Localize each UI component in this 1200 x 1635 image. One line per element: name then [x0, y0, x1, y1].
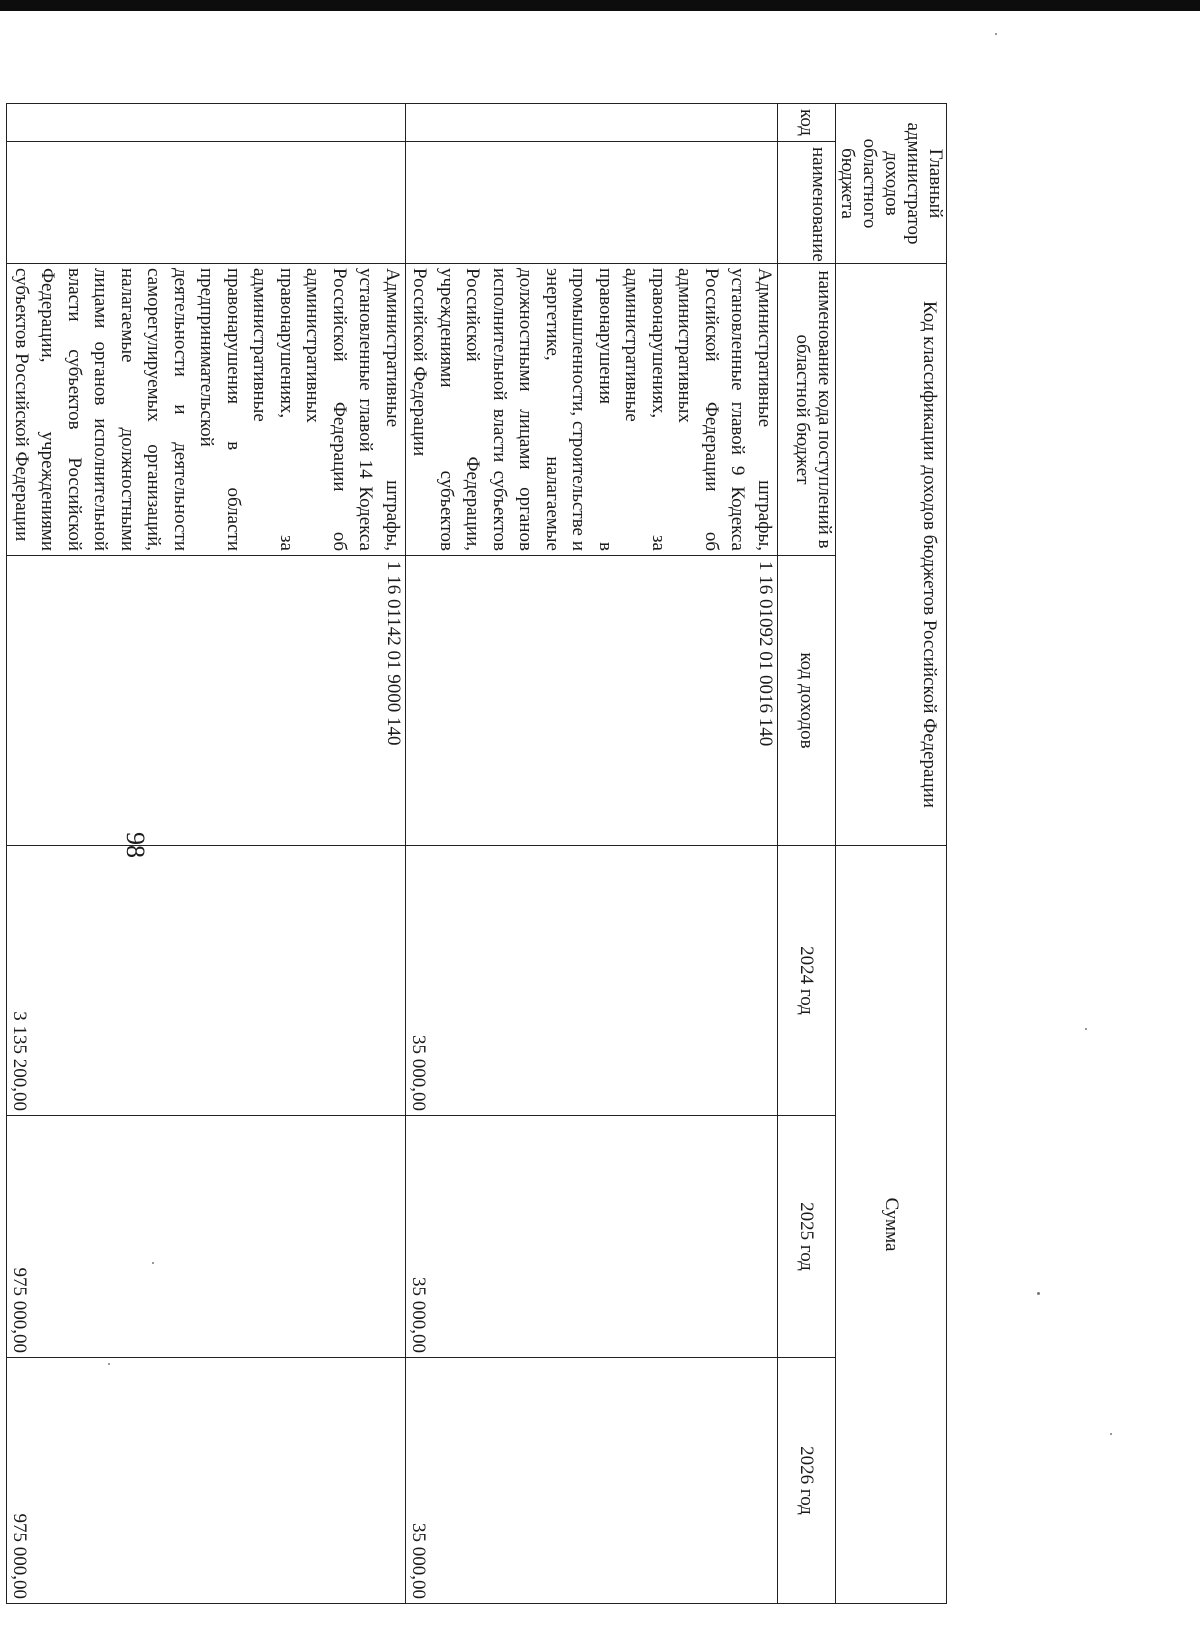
header-admin-group: Главный администратор доходов областного бюджета [836, 104, 947, 264]
row-receipt-name: Административные штрафы, установленные главой 9 Кодекса Российской Федерации об административных правонарушениях, за административные правонарушения в промышленности, строительстве и энергетике, налагаемые должностными лицами органов исполнительной власти субъектов Российской Федерации, учреждениями субъектов Российской Федерации [406, 264, 778, 556]
page-number: 98 [121, 832, 150, 858]
header-sum-group: Сумма [836, 846, 947, 1604]
scan-speck [152, 1262, 154, 1264]
income-classification-table [7, 103, 948, 1604]
scan-speck [1037, 1292, 1040, 1295]
row-admin-code [7, 104, 406, 142]
row-income-code: 1 16 01142 01 9000 140 [7, 556, 406, 846]
header-receipt-name: наименование кода поступлений в областной бюджет [778, 264, 836, 556]
row-amount-2025: 975 000,00 [7, 1116, 406, 1358]
row-amount-2025: 35 000,00 [406, 1116, 778, 1358]
header-admin-name: наименование [778, 142, 836, 264]
table-row [406, 104, 778, 1604]
row-receipt-name: Административные штрафы, установленные главой 14 Кодекса Российской Федерации об административных правонарушениях, за административные правонарушения в области предпринимательской деятельности и деятельности саморегулируемых организаций, налагаемые должностными лицами органов исполнительной власти субъектов Российской Федерации, учреждениями субъектов Российской Федерации [7, 264, 406, 556]
row-amount-2026: 35 000,00 [406, 1358, 778, 1604]
row-income-code: 1 16 01092 01 0016 140 [406, 556, 778, 846]
header-classification-group: Код классификации доходов бюджетов Российской Федерации [836, 264, 947, 846]
row-admin-name [406, 142, 778, 264]
top-border-line [0, 0, 1200, 11]
scan-speck [1110, 1433, 1112, 1435]
header-year-2025: 2025 год [778, 1116, 836, 1358]
row-amount-2024: 3 135 200,00 [7, 846, 406, 1116]
header-year-2026: 2026 год [778, 1358, 836, 1604]
row-admin-name [7, 142, 406, 264]
row-admin-code [406, 104, 778, 142]
table-row [7, 104, 406, 1604]
row-amount-2026: 975 000,00 [7, 1358, 406, 1604]
header-income-code: код доходов [778, 556, 836, 846]
header-year-2024: 2024 год [778, 846, 836, 1116]
header-row-2 [778, 104, 836, 1604]
scan-speck [995, 33, 997, 35]
scan-speck [1085, 1028, 1087, 1030]
scan-speck [108, 1363, 110, 1365]
header-admin-code: код [778, 104, 836, 142]
header-row-1 [836, 104, 947, 1604]
row-amount-2024: 35 000,00 [406, 846, 778, 1116]
